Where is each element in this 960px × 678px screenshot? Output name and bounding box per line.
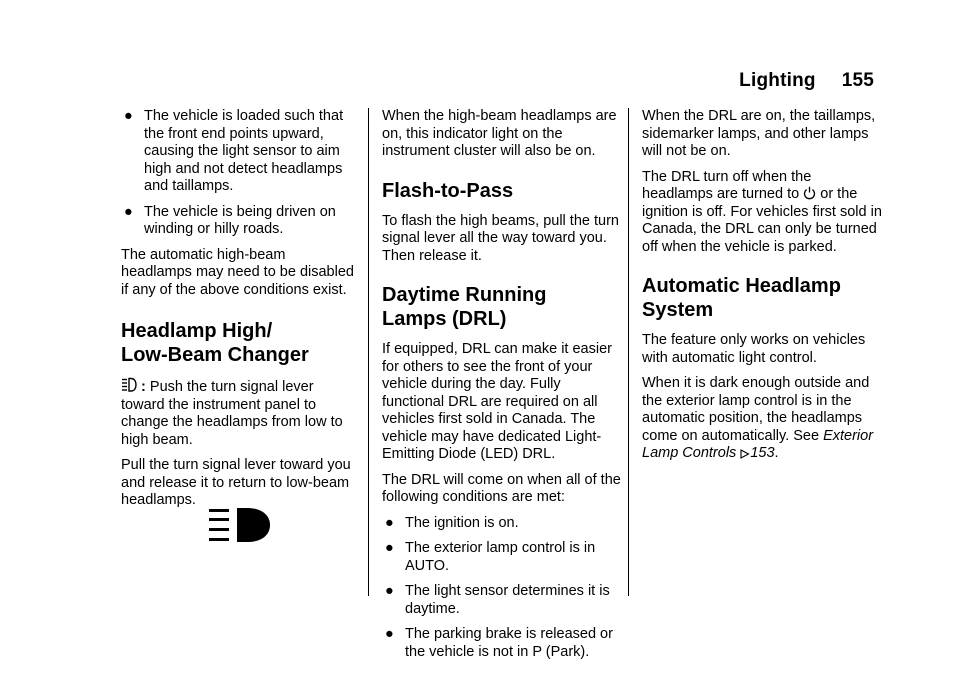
bullet-icon: ● bbox=[385, 583, 394, 599]
paragraph: The feature only works on vehicles with automatic light control. bbox=[642, 332, 866, 366]
paragraph: To flash the high beams, pull the turn signal lever all the way toward you. Then release it. bbox=[382, 212, 619, 264]
column-1 bbox=[121, 108, 358, 518]
paragraph: When the DRL are on, the taillamps, sidemarker lamps, and other lamps will not be on. bbox=[642, 108, 876, 159]
list-item: ● The vehicle is loaded such that the front end points upward, causing the light sensor to aim high and not detect headlamps and taillamps. bbox=[121, 108, 358, 196]
section-heading-drl: Daytime Running Lamps (DRL) bbox=[382, 284, 547, 330]
column-3 bbox=[642, 108, 882, 471]
running-head bbox=[739, 69, 874, 93]
paragraph: Pull the turn signal lever toward you and release it to return to low-beam headlamps. bbox=[121, 457, 351, 508]
bullet-icon: ● bbox=[124, 203, 133, 220]
cross-reference-link[interactable]: Exterior Lamp Controls bbox=[642, 427, 874, 461]
bullet-icon: ● bbox=[385, 540, 394, 556]
high-beam-icon bbox=[121, 377, 137, 393]
section-title: Lighting bbox=[739, 70, 816, 91]
bullet-icon: ● bbox=[385, 626, 394, 642]
column-divider-2 bbox=[628, 108, 629, 596]
paragraph: The DRL turn off when the headlamps are turned to or the ignition is off. For vehicles first sold in Canada, the DRL can only be turned off when the vehicle is parked. bbox=[642, 168, 882, 255]
bullet-icon: ● bbox=[124, 108, 133, 124]
list-item: ● The light sensor determines it is daytime. bbox=[382, 583, 622, 618]
section-heading-flash-to-pass: Flash-to-Pass bbox=[382, 179, 514, 202]
list-item: ● The ignition is on. bbox=[382, 515, 622, 533]
power-off-icon bbox=[803, 186, 816, 200]
high-beam-indicator-icon bbox=[207, 507, 273, 543]
paragraph: When the high-beam headlamps are on, this indicator light on the instrument cluster will also be on. bbox=[382, 108, 617, 159]
paragraph: The automatic high-beam headlamps may need to be disabled if any of the above conditions exist. bbox=[121, 246, 354, 298]
cross-reference-page[interactable]: 153 bbox=[750, 445, 775, 461]
paragraph: : Push the turn signal lever toward the instrument panel to change the headlamps from low to high beam. bbox=[121, 379, 343, 448]
list-item: ● The parking brake is released or the vehicle is not in P (Park). bbox=[382, 626, 622, 661]
page-number: 155 bbox=[841, 70, 874, 91]
paragraph: The DRL will come on when all of the following conditions are met: bbox=[382, 471, 621, 505]
column-2 bbox=[382, 108, 622, 669]
column-divider-1 bbox=[368, 108, 369, 596]
section-heading-automatic-headlamp: Automatic Headlamp System bbox=[642, 275, 841, 321]
list-item: ● The exterior lamp control is in AUTO. bbox=[382, 540, 622, 575]
paragraph: When it is dark enough outside and the exterior lamp control is in the automatic position, the headlamps come on automatically. See Exterior Lamp Controls 153. bbox=[642, 375, 874, 461]
paragraph: If equipped, DRL can make it easier for others to see the front of your vehicle during the day. Fully functional DRL are required on all vehicles first sold in Canada. The vehicle may have dedicated Light-Emitting Diode (LED) DRL. bbox=[382, 341, 612, 462]
page-ref-icon bbox=[740, 449, 750, 459]
bullet-icon: ● bbox=[385, 514, 394, 531]
list-item: ● The vehicle is being driven on winding or hilly roads. bbox=[121, 204, 358, 239]
section-heading-headlamp-changer: Headlamp High/ Low-Beam Changer bbox=[121, 320, 309, 366]
